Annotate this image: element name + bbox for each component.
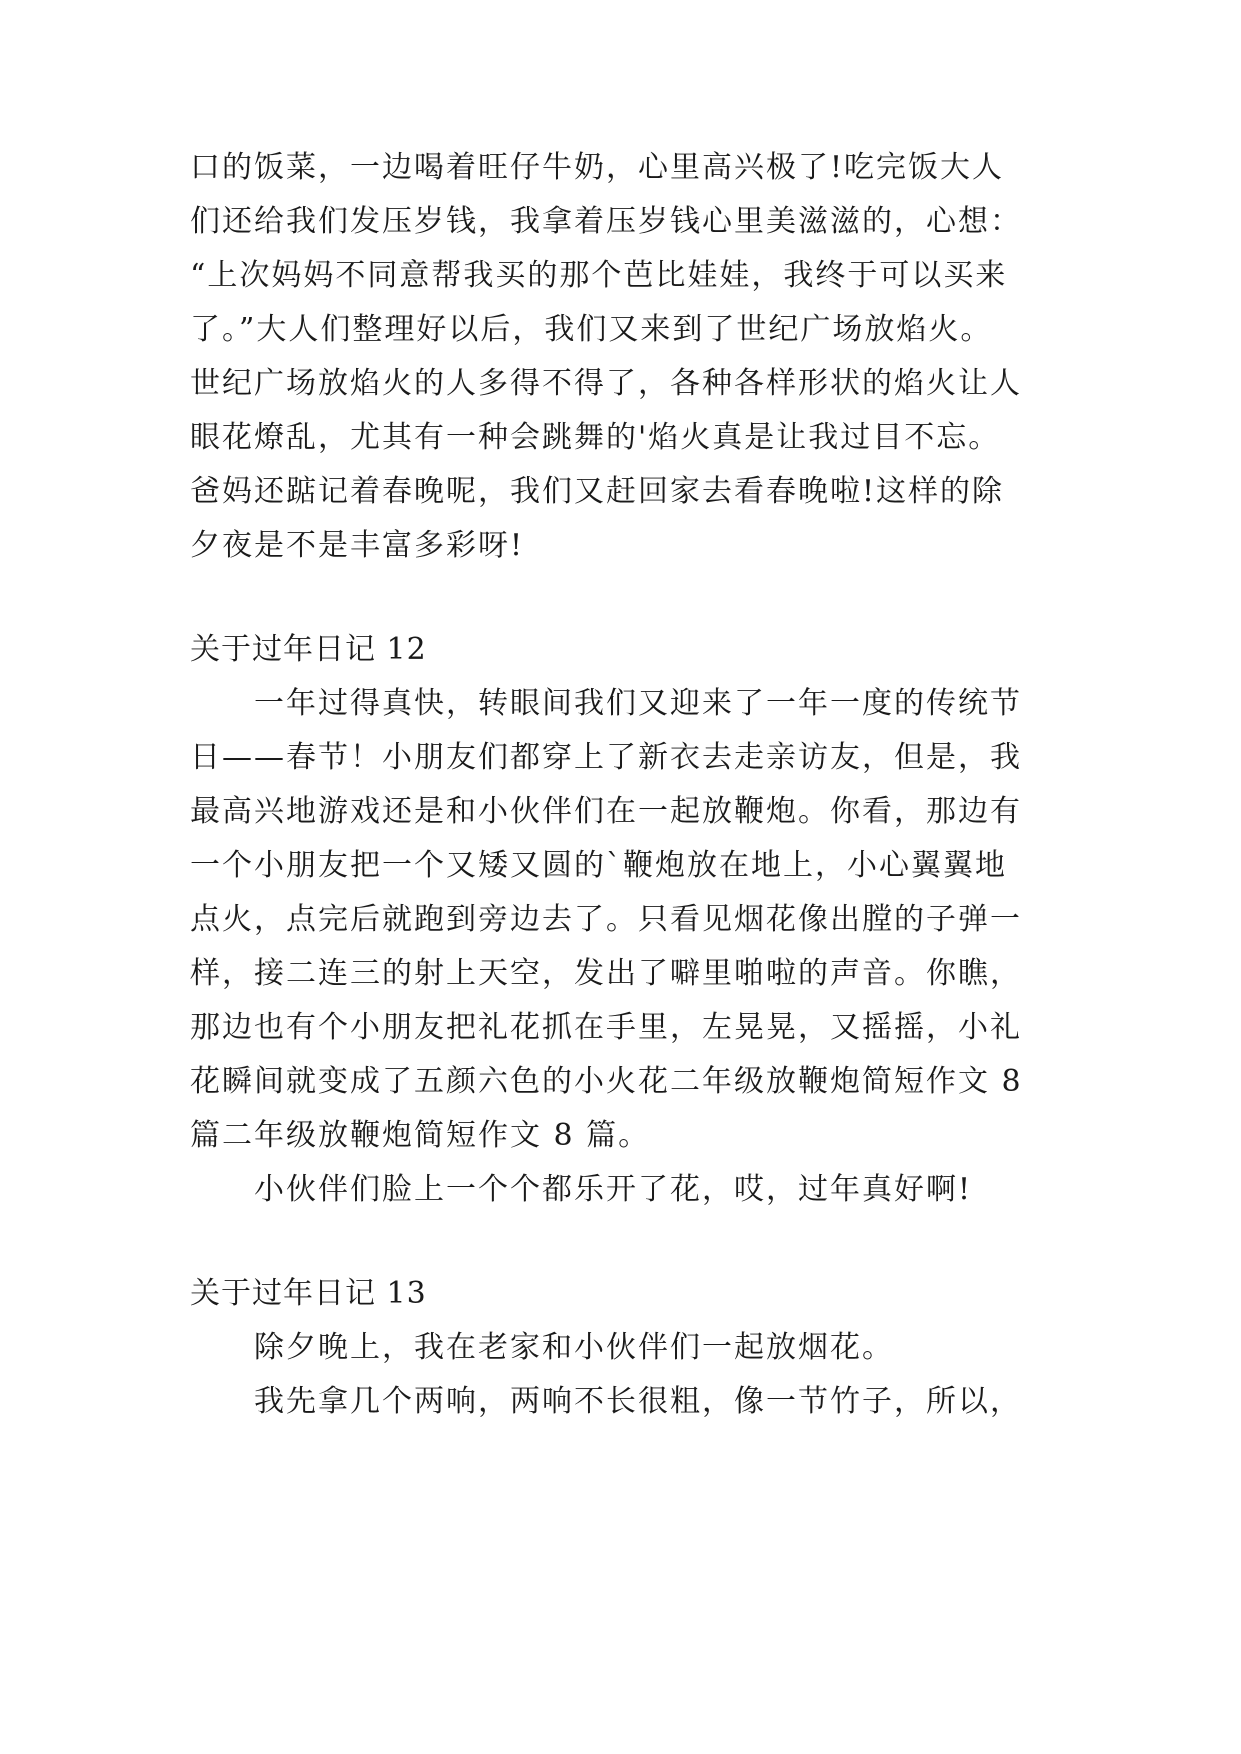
paragraph-line: 夕夜是不是丰富多彩呀! bbox=[190, 528, 525, 563]
paragraph-line: 最高兴地游戏还是和小伙伴们在一起放鞭炮。你看，那边有 bbox=[190, 794, 1022, 829]
paragraph-line: 除夕晚上，我在老家和小伙伴们一起放烟花。 bbox=[254, 1330, 894, 1365]
paragraph-line: 花瞬间就变成了五颜六色的小火花二年级放鞭炮简短作文 8 bbox=[190, 1064, 1023, 1099]
paragraph-line: 我先拿几个两响，两响不长很粗，像一节竹子，所以， bbox=[254, 1384, 1022, 1419]
paragraph-line: 一年过得真快，转眼间我们又迎来了一年一度的传统节 bbox=[254, 686, 1022, 721]
paragraph-line: 篇二年级放鞭炮简短作文 8 篇。 bbox=[190, 1118, 651, 1153]
paragraph-line: 一个小朋友把一个又矮又圆的`鞭炮放在地上，小心翼翼地 bbox=[190, 848, 1007, 883]
paragraph-line: 眼花燎乱，尤其有一种会跳舞的'焰火真是让我过目不忘。 bbox=[190, 420, 1001, 455]
paragraph-line: 世纪广场放焰火的人多得不得了，各种各样形状的焰火让人 bbox=[190, 366, 1022, 401]
paragraph-line: 样，接二连三的射上天空，发出了噼里啪啦的声音。你瞧， bbox=[190, 956, 1022, 991]
paragraph-line: 们还给我们发压岁钱，我拿着压岁钱心里美滋滋的，心想： bbox=[190, 204, 1022, 239]
paragraph-line: 那边也有个小朋友把礼花抓在手里，左晃晃，又摇摇，小礼 bbox=[190, 1010, 1022, 1045]
paragraph-line: 口的饭菜，一边喝着旺仔牛奶，心里高兴极了!吃完饭大人 bbox=[190, 150, 1005, 185]
paragraph-line: 日——春节！小朋友们都穿上了新衣去走亲访友，但是，我 bbox=[190, 740, 1022, 775]
paragraph-line: 小伙伴们脸上一个个都乐开了花，哎，过年真好啊! bbox=[254, 1172, 973, 1207]
paragraph-line: “上次妈妈不同意帮我买的那个芭比娃娃，我终于可以买来 bbox=[190, 258, 1008, 293]
paragraph-line: 爸妈还踮记着春晚呢，我们又赶回家去看春晚啦!这样的除 bbox=[190, 474, 1005, 509]
paragraph-line: 了。”大人们整理好以后，我们又来到了世纪广场放焰火。 bbox=[190, 312, 993, 347]
paragraph-line: 点火，点完后就跑到旁边去了。只看见烟花像出膛的子弹一 bbox=[190, 902, 1022, 937]
section-title: 关于过年日记 12 bbox=[190, 632, 427, 667]
section-title: 关于过年日记 13 bbox=[190, 1276, 427, 1311]
